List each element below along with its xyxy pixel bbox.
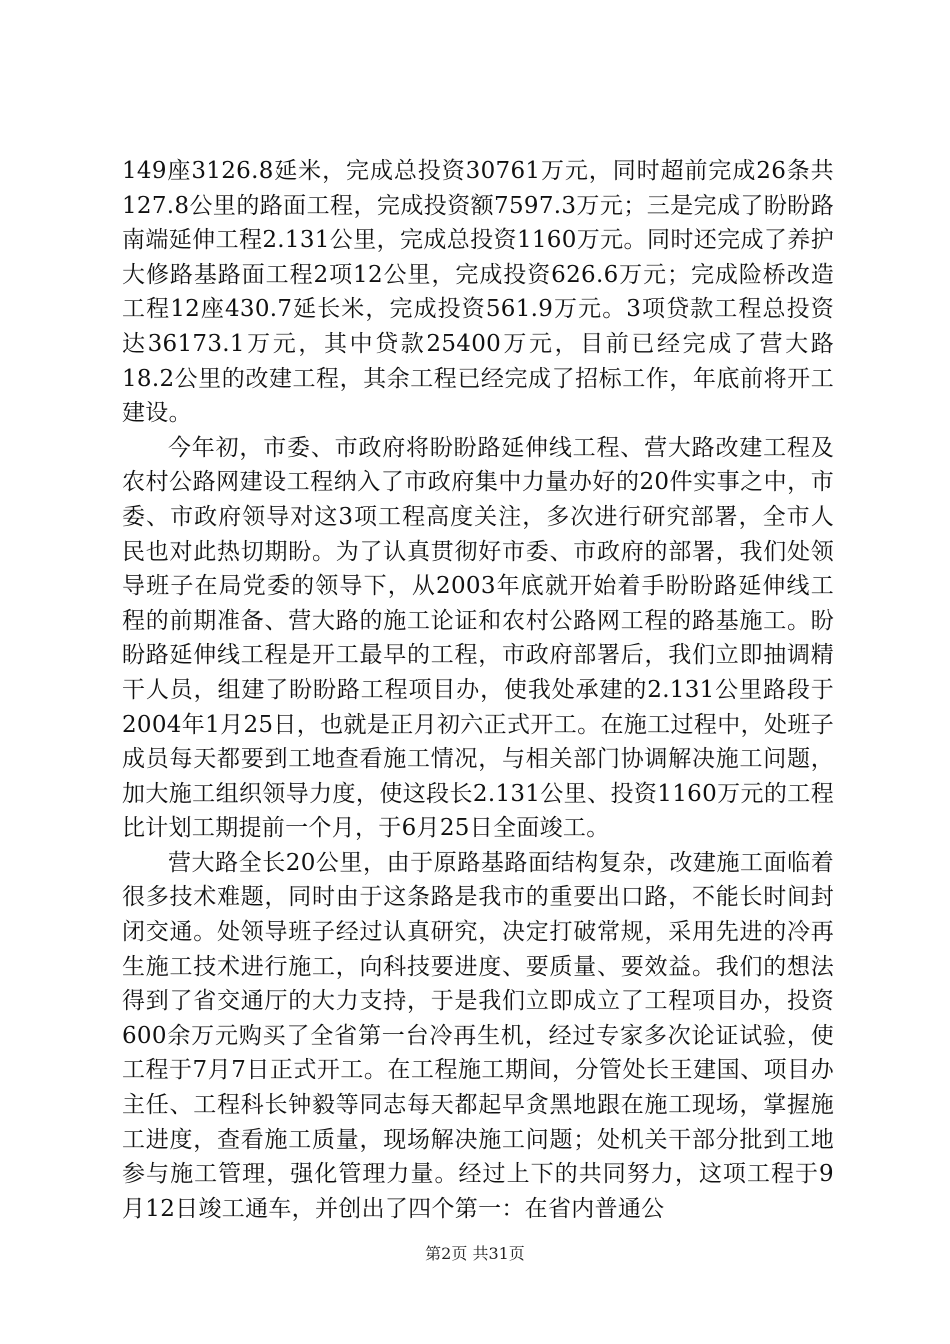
page-number-footer: 第2页 共31页 [425, 1244, 525, 1263]
paragraph-continuation: 149座3126.8延米，完成总投资30761万元，同时超前完成26条共127.8公里的路面工程，完成投资额7597.3万元；三是完成了盼盼路南端延伸工程2.131公里，完成总投资1160万元。同时还完成了养护大修路基路面工程2项12公里，完成投资626.6万元；完成险桥改造工程12座430.7延长米，完成投资561.9万元。3项贷款工程总投资达36173.1万元，其中贷款25400万元，目前已经完成了营大路18.2公里的改建工程，其余工程已经完成了招标工作，年底前将开工建设。 [122, 158, 834, 427]
document-body [122, 154, 834, 1226]
paragraph-early-year-projects: 今年初，市委、市政府将盼盼路延伸线工程、营大路改建工程及农村公路网建设工程纳入了市政府集中力量办好的20件实事之中，市委、市政府领导对这3项工程高度关注，多次进行研究部署，全市人民也对此热切期盼。为了认真贯彻好市委、市政府的部署，我们处领导班子在局党委的领导下，从2003年底就开始着手盼盼路延伸线工程的前期准备、营大路的施工论证和农村公路网工程的路基施工。盼盼路延伸线工程是开工最早的工程，市政府部署后，我们立即抽调精干人员，组建了盼盼路工程项目办，使我处承建的2.131公里路段于2004年1月25日，也就是正月初六正式开工。在施工过程中，处班子成员每天都要到工地查看施工情况，与相关部门协调解决施工问题，加大施工组织领导力度，使这段长2.131公里、投资1160万元的工程比计划工期提前一个月，于6月25日全面竣工。 [122, 434, 834, 842]
paragraph-yingda-road: 营大路全长20公里，由于原路基路面结构复杂，改建施工面临着很多技术难题，同时由于这条路是我市的重要出口路，不能长时间封闭交通。处领导班子经过认真研究，决定打破常规，采用先进的冷再生施工技术进行施工，向科技要进度、要质量、要效益。我们的想法得到了省交通厅的大力支持，于是我们立即成立了工程项目办，投资600余万元购买了全省第一台冷再生机，经过专家多次论证试验，使工程于7月7日正式开工。在工程施工期间，分管处长王建国、项目办主任、工程科长钟毅等同志每天都起早贪黑地跟在施工现场，掌握施工进度，查看施工质量，现场解决施工问题；处机关干部分批到工地参与施工管理，强化管理力量。经过上下的共同努力，这项工程于9月12日竣工通车，并创出了四个第一：在省内普通公 [122, 849, 834, 1222]
